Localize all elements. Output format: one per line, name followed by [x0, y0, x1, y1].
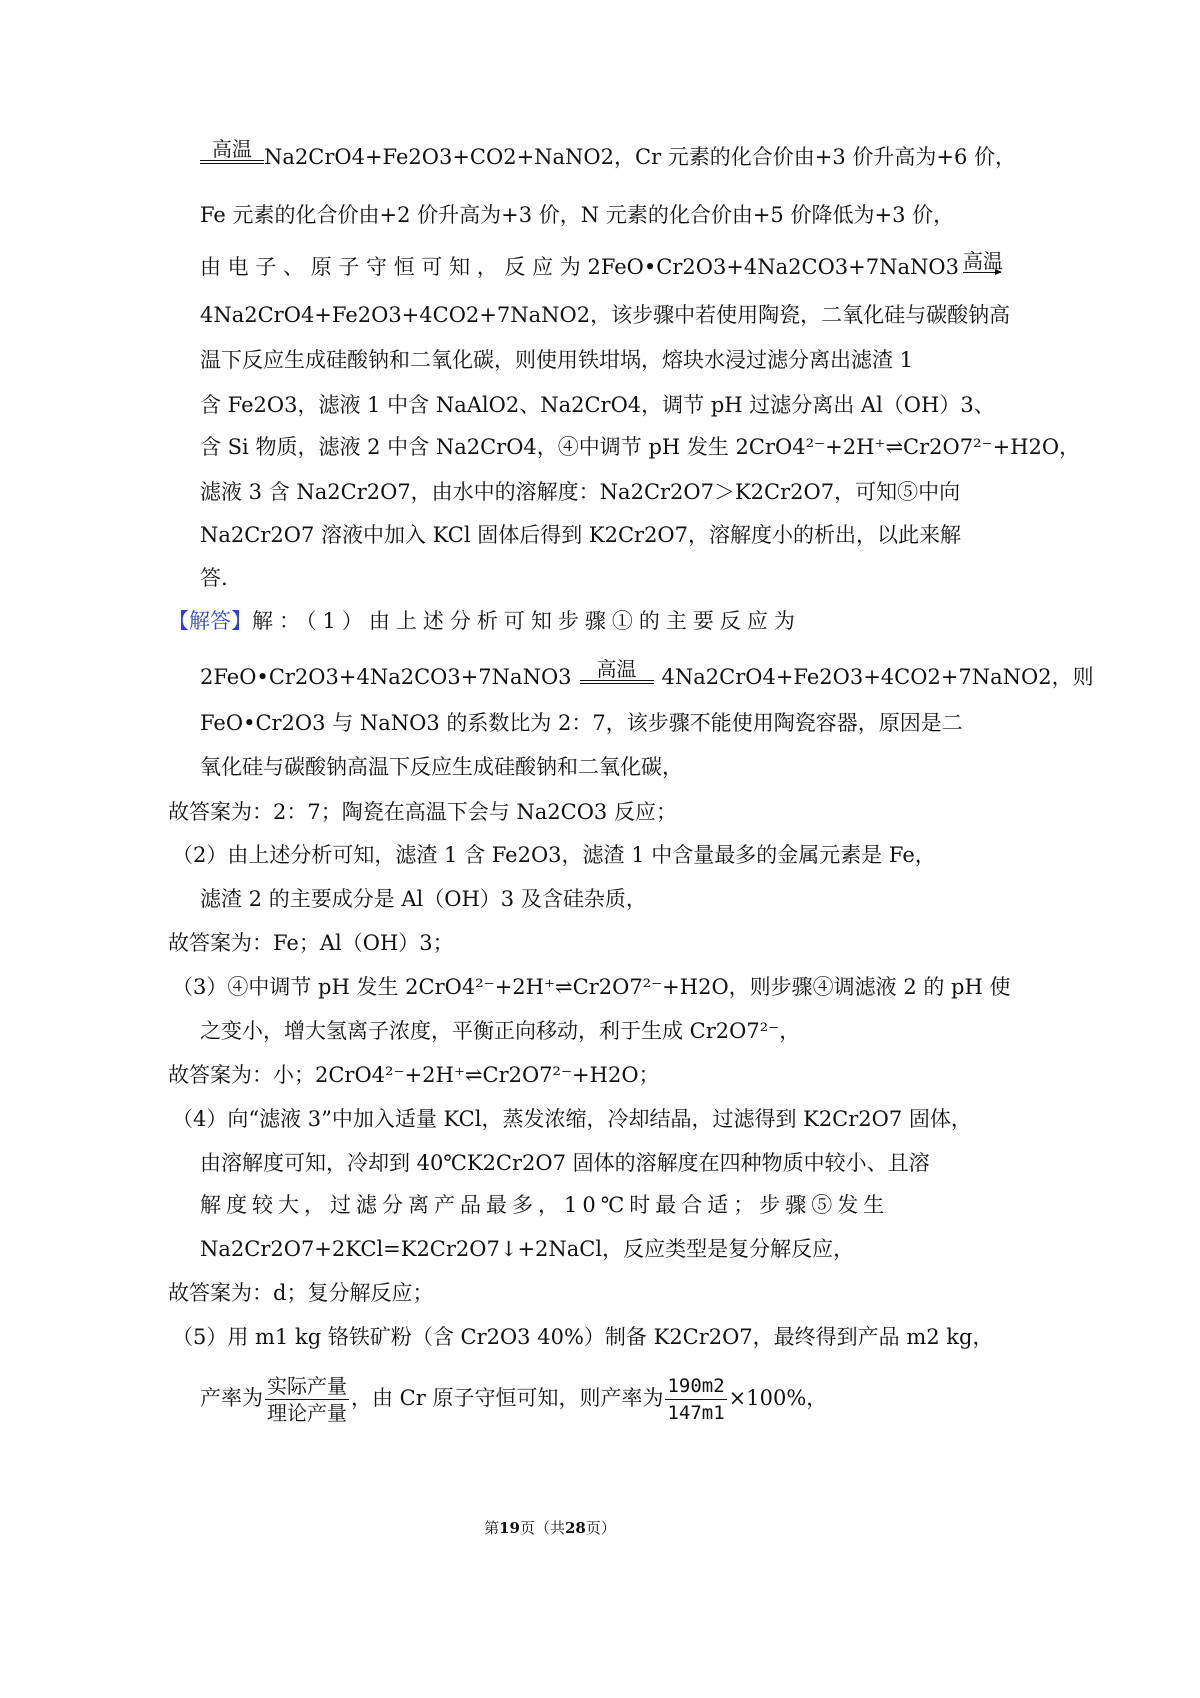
text-line-9: Na2Cr2O7 溶液中加入 KCl 固体后得到 K2Cr2O7，溶解度小的析出，以此来解	[200, 523, 962, 547]
text-line-6: 含 Fe2O3，滤液 1 中含 NaAlO2、Na2CrO4，调节 pH 过滤分离出 Al（OH）3、	[200, 393, 995, 417]
yield-fraction: $\frac{\text{实际产量}}{\text{理论产量}}$	[267, 1374, 347, 1425]
text-line-21: 故答案为：小；2CrO4²⁻+2H⁺⇌Cr2O7²⁻+H2O；	[168, 1063, 660, 1087]
answer-label: 【解答】	[168, 609, 252, 633]
text-line-26: 故答案为：d；复分解反应；	[168, 1281, 434, 1305]
page-footer: 第19页（共28页）	[484, 1519, 616, 1537]
yield-formula-fraction: $\frac{190m2}{147m1}$	[667, 1375, 725, 1424]
page-number: 19	[499, 1519, 520, 1537]
text-line-20: 之变小，增大氢离子浓度，平衡正向移动，利于生成 Cr2O7²⁻，	[200, 1019, 801, 1043]
text-line-1	[200, 138, 1016, 172]
text-line-4: 4Na2CrO4+Fe2O3+4CO2+7NaNO2，该步骤中若使用陶瓷，二氧化硅与碳酸钠高	[200, 303, 1011, 327]
text-line-24: 解度较大，过滤分离产品最多，10℃时最合适；步骤⑤发生	[200, 1193, 890, 1217]
text-line-16: （2）由上述分析可知，滤渣 1 含 Fe2O3，滤渣 1 中含量最多的金属元素是 Fe，	[172, 843, 936, 867]
text-line-14: 氧化硅与碳酸钠高温下反应生成硅酸钠和二氧化碳，	[200, 755, 683, 779]
condition-arrow: 高温	[962, 249, 1003, 273]
condition-equals-sign-2: 高温	[580, 658, 654, 692]
text-line-7: 含 Si 物质，滤液 2 中含 Na2CrO4，④中调节 pH 发生 2CrO4²⁻+2H⁺⇌Cr2O7²⁻+H2O，	[200, 435, 1081, 459]
text-l1: Na2CrO4+Fe2O3+CO2+NaNO2，Cr 元素的化合价由+3 价升高为+6 价，	[264, 145, 1017, 169]
text-line-3: 由 电 子 、 原 子 守 恒 可 知 ， 反 应 为 2FeO•Cr2O3+4Na2CO3+7NaNO3 高温	[200, 250, 1001, 282]
condition-equals-sign: 高温	[200, 138, 264, 172]
text-line-25: Na2Cr2O7+2KCl=K2Cr2O7↓+2NaCl，反应类型是复分解反应，	[200, 1237, 855, 1261]
text-line-18: 故答案为：Fe；Al（OH）3；	[168, 931, 454, 955]
text-line-22: （4）向“滤液 3”中加入适量 KCl，蒸发浓缩，冷却结晶，过滤得到 K2Cr2O7 固体，	[172, 1107, 972, 1131]
text-line-11: 【解答】解：（1）由上述分析可知步骤①的主要反应为	[168, 609, 801, 633]
text-line-10: 答.	[200, 566, 228, 590]
text-line-13: FeO•Cr2O3 与 NaNO3 的系数比为 2：7，该步骤不能使用陶瓷容器，原因是二	[200, 711, 963, 735]
text-line-19: （3）④中调节 pH 发生 2CrO4²⁻+2H⁺⇌Cr2O7²⁻+H2O，则步骤④调滤液 2 的 pH 使	[172, 975, 1011, 999]
text-line-12: 2FeO•Cr2O3+4Na2CO3+7NaNO3 高温 4Na2CrO4+Fe2O3+4CO2+7NaNO2，则	[200, 658, 1094, 692]
total-pages: 28	[565, 1519, 586, 1537]
text-line-2: Fe 元素的化合价由+2 价升高为+3 价，N 元素的化合价由+5 价降低为+3 价，	[200, 203, 955, 227]
text-line-23: 由溶解度可知，冷却到 40℃K2Cr2O7 固体的溶解度在四种物质中较小、且溶	[200, 1151, 930, 1175]
text-line-17: 滤渣 2 的主要成分是 Al（OH）3 及含硅杂质，	[200, 887, 647, 911]
text-line-5: 温下反应生成硅酸钠和二氧化碳，则使用铁坩埚，熔块水浸过滤分离出滤渣 1	[200, 348, 914, 372]
text-line-27: （5）用 m1 kg 铬铁矿粉（含 Cr2O3 40%）制备 K2Cr2O7，最终得到产品 m2 kg，	[172, 1325, 994, 1349]
text-line-8: 滤液 3 含 Na2Cr2O7，由水中的溶解度：Na2Cr2O7＞K2Cr2O7，可知⑤中向	[200, 480, 961, 504]
text-line-15: 故答案为：2：7；陶瓷在高温下会与 Na2CO3 反应；	[168, 800, 677, 824]
text-line-28: 产率为 $\frac{\text{实际产量}}{\text{理论产量}}$ ，由 Cr 原子守恒可知，则产率为 $\frac{190m2}{147m1}$ ×100%，	[200, 1374, 828, 1425]
